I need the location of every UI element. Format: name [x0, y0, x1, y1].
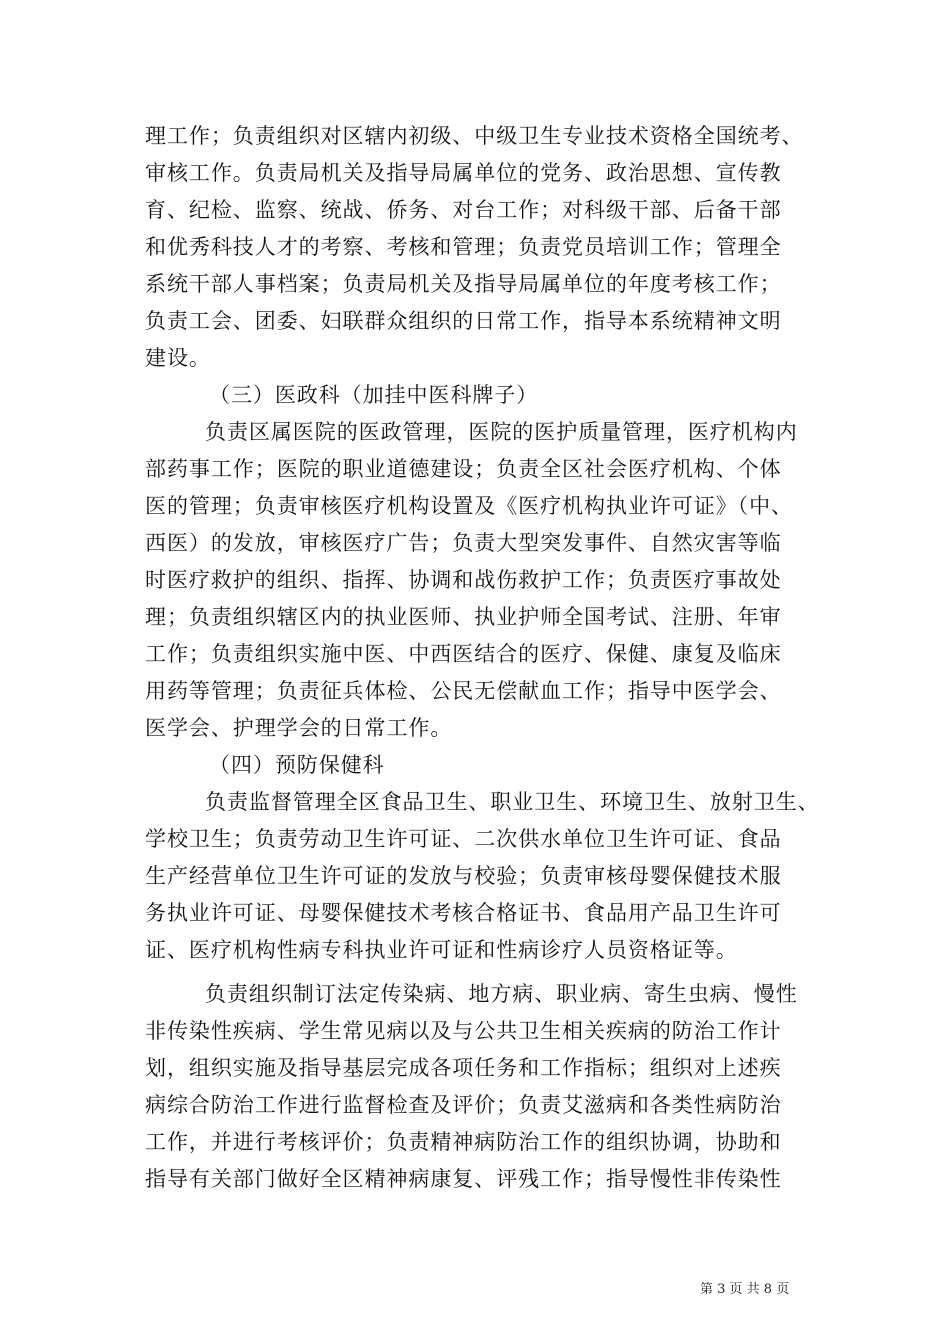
section-heading-preventive-care [145, 747, 815, 784]
paragraph-continuation [145, 118, 815, 377]
heading-line: （四）预防保健科 [209, 753, 385, 777]
text-line: 划，组织实施及指导基层完成各项任务和工作指标；组织对上述疾 [145, 1056, 782, 1080]
text-line: 用药等管理；负责征兵体检、公民无偿献血工作；指导中医学会、 [145, 679, 782, 703]
text-line: 部药事工作；医院的职业道德建设；负责全区社会医疗机构、个体 [145, 457, 782, 481]
text-line: 工作，并进行考核评价；负责精神病防治工作的组织协调，协助和 [145, 1130, 782, 1154]
text-line: 系统干部人事档案；负责局机关及指导局属单位的年度考核工作； [145, 272, 782, 296]
text-line: 西医）的发放，审核医疗广告；负责大型突发事件、自然灾害等临 [145, 531, 782, 555]
text-line: 务执业许可证、母婴保健技术考核合格证书、食品用产品卫生许可 [145, 901, 782, 925]
text-line: 非传染性疾病、学生常见病以及与公共卫生相关疾病的防治工作计 [145, 1019, 782, 1043]
text-line: 理工作；负责组织对区辖内初级、中级卫生专业技术资格全国统考、 [145, 124, 804, 148]
text-line: 指导有关部门做好全区精神病康复、评残工作；指导慢性非传染性 [145, 1167, 782, 1191]
paragraph-disease-prevention [145, 976, 815, 1198]
text-line: 理；负责组织辖区内的执业医师、执业护师全国考试、注册、年审 [145, 605, 782, 629]
text-line: 证、医疗机构性病专科执业许可证和性病诊疗人员资格证等。 [145, 938, 738, 962]
text-line: 负责工会、团委、妇联群众组织的日常工作，指导本系统精神文明 [145, 309, 782, 333]
text-line: 审核工作。负责局机关及指导局属单位的党务、政治思想、宣传教 [145, 161, 782, 185]
text-line: 病综合防治工作进行监督检查及评价；负责艾滋病和各类性病防治 [145, 1093, 782, 1117]
document-body [145, 118, 820, 1198]
text-line: 负责组织制订法定传染病、地方病、职业病、寄生虫病、慢性 [205, 982, 798, 1006]
text-line: 和优秀科技人才的考察、考核和管理；负责党员培训工作；管理全 [145, 235, 782, 259]
text-line: 生产经营单位卫生许可证的发放与校验；负责审核母婴保健技术服 [145, 864, 782, 888]
section-heading-medical-administration [145, 377, 815, 414]
text-line: 学校卫生；负责劳动卫生许可证、二次供水单位卫生许可证、食品 [145, 827, 782, 851]
paragraph-preventive-care-supervision [145, 784, 820, 969]
text-line: 负责区属医院的医政管理，医院的医护质量管理，医疗机构内 [205, 420, 798, 444]
text-line: 时医疗救护的组织、指挥、协调和战伤救护工作；负责医疗事故处 [145, 568, 782, 592]
paragraph-medical-administration [145, 414, 815, 747]
heading-line: （三）医政科（加挂中医科牌子） [209, 383, 539, 407]
page-number-footer: 第 3 页 共 8 页 [700, 1282, 790, 1297]
text-line: 工作；负责组织实施中医、中西医结合的医疗、保健、康复及临床 [145, 642, 782, 666]
text-line: 医的管理；负责审核医疗机构设置及《医疗机构执业许可证》（中、 [145, 494, 793, 518]
text-line: 建设。 [145, 346, 211, 370]
text-line: 负责监督管理全区食品卫生、职业卫生、环境卫生、放射卫生、 [205, 790, 820, 814]
text-line: 育、纪检、监察、统战、侨务、对台工作；对科级干部、后备干部 [145, 198, 782, 222]
text-line: 医学会、护理学会的日常工作。 [145, 716, 453, 740]
